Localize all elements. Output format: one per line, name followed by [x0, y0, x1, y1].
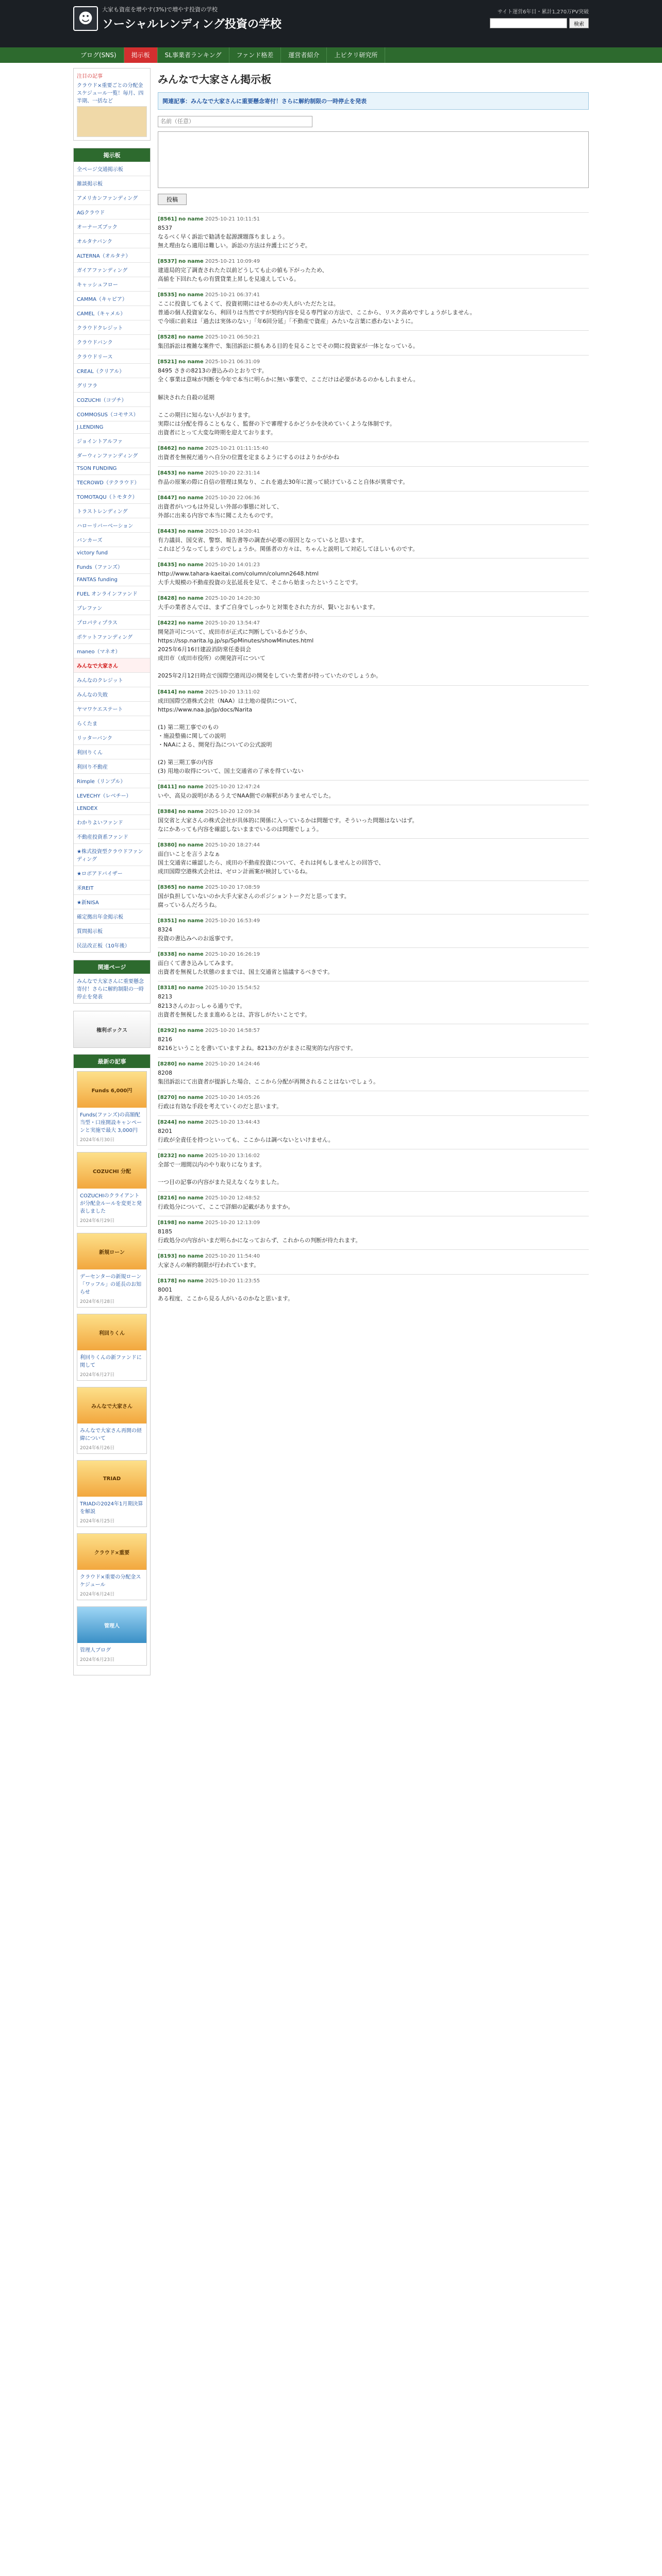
post-header — [158, 1220, 589, 1226]
sidebar-board-item[interactable]: リッターバンク — [74, 731, 150, 745]
post-body: ここに投資してもよくて、投資初期にはせるかの夫人がいただたとは。 普通の個人投資家なら、利回りは当然ですが契約内容を見る専門家の方法で、ここから、リスク高めですしょうがしません。 で今頃に前来は「過去は実体のない」「年6回分延」「不動産で資産」みたいな言葉に惑わないように。 — [158, 300, 476, 325]
global-nav — [0, 47, 662, 63]
post-timestamp: 2025-10-20 11:54:40 — [205, 1253, 260, 1260]
sidebar-board-item[interactable]: みんなで大家さん — [74, 658, 150, 673]
sidebar-board-item[interactable]: オーナーズブック — [74, 219, 150, 234]
sidebar-board-item[interactable]: 不動産投資系ファンド — [74, 829, 150, 844]
post-number[interactable]: [8280] — [158, 1061, 177, 1067]
nav-item[interactable]: 運営者紹介 — [281, 47, 327, 63]
post-timestamp: 2025-10-20 15:54:52 — [205, 985, 260, 991]
post-body: 面白いことを言うよなぁ 国土交通省に確認したら、成田の不動産投資について、それは何もしませんとの回答で、 成田国際空港株式会社は、ゼロン計画案が検討しているね。 — [158, 851, 385, 875]
post-body: 8537 なるべく早く訴訟で勧誘を起源課題落ちましょう。 無え理由なら適用は難しい。訴訟の方法は弁護士にどうぞ。 — [158, 225, 311, 249]
sidebar-board-item[interactable]: クラウドバンク — [74, 335, 150, 349]
board-list-box — [73, 148, 151, 953]
latest-article-title: 利回りくんの新ファンドに関して — [80, 1355, 142, 1368]
post-body: 出資者がいつもは外見しい外部の事態に対して、 外部に出来る内容で本当に聞こえたものです。 — [158, 503, 283, 519]
post-header — [158, 1278, 589, 1284]
latest-article-title: デーセンターの新規ローン「ワッフル」の延長のお知らせ — [80, 1274, 142, 1295]
sidebar-board-item[interactable]: バンカーズ — [74, 533, 150, 547]
post-number[interactable]: [8351] — [158, 918, 177, 924]
latest-article-card[interactable] — [77, 1387, 147, 1454]
board-post — [158, 524, 589, 558]
post-timestamp: 2025-10-20 14:20:41 — [205, 528, 260, 534]
latest-article-date: 2024年6月25日 — [80, 1519, 115, 1524]
post-header — [158, 985, 589, 991]
post-body: 開発許可について、成田市が正式に判断しているかどうか、 https://ssp.narita.lg.jp/sp/SpMinutes/showMinutes.html 2025年6月16日建設消防常任委員会 成田市（成田市役所）の開発許可について 2025年2月12日時点で国際空港周辺の開発をしていた業者が持っていたのでしょうか。 — [158, 629, 382, 680]
sidebar-board-item[interactable]: ガイアファンディング — [74, 263, 150, 277]
post-body: 8216 8216ということを書いていますよね。8213の方がまさに現実的な内容です。 — [158, 1036, 357, 1052]
post-timestamp: 2025-10-20 16:53:49 — [205, 918, 260, 924]
post-author: no name — [178, 1027, 204, 1033]
board-post — [158, 491, 589, 524]
board-post — [158, 591, 589, 616]
post-body: 行政は有効な手段を考えていくのだと思います。 — [158, 1103, 283, 1110]
featured-ad-label: 注目の記事 — [77, 74, 103, 79]
post-number[interactable]: [8216] — [158, 1195, 177, 1201]
sidebar-board-item[interactable]: ハローリバーベーション — [74, 518, 150, 533]
post-timestamp: 2025-10-21 06:31:09 — [205, 359, 260, 365]
latest-article-date: 2024年6月23日 — [80, 1657, 115, 1663]
post-body: 行政処分について、ここで詳細の記載がありますか。 — [158, 1204, 294, 1211]
sidebar-board-item[interactable]: FUEL オンラインファンド — [74, 586, 150, 601]
sidebar-board-item[interactable]: ALTERNA（オルタナ） — [74, 248, 150, 263]
site-search-button[interactable]: 検索 — [569, 18, 589, 28]
post-timestamp: 2025-10-20 14:24:46 — [205, 1061, 260, 1067]
post-timestamp: 2025-10-20 12:48:52 — [205, 1195, 260, 1201]
post-timestamp: 2025-10-20 13:54:47 — [205, 620, 260, 626]
sidebar-board-item[interactable]: Funds（ファンズ） — [74, 560, 150, 574]
sidebar-board-item[interactable]: CAMMA（キャピア） — [74, 292, 150, 306]
post-author: no name — [178, 259, 204, 265]
post-timestamp: 2025-10-21 10:09:49 — [205, 259, 260, 265]
latest-article-card[interactable] — [77, 1533, 147, 1600]
post-header — [158, 620, 589, 626]
post-header — [158, 495, 589, 501]
post-timestamp: 2025-10-20 22:06:36 — [205, 495, 260, 501]
post-number[interactable]: [8535] — [158, 292, 177, 298]
post-body: 大手の業者さんでは、まずご自身でしっかりと対策をされた方が、賢いとおもいます。 — [158, 604, 379, 611]
sidebar-board-item[interactable]: J.LENDING — [74, 421, 150, 434]
sidebar-board-item[interactable]: みんなのクレジット — [74, 673, 150, 687]
latest-article-date: 2024年6月26日 — [80, 1446, 115, 1451]
nav-item[interactable]: 上ピクリ研究所 — [327, 47, 385, 63]
post-author: no name — [178, 562, 204, 568]
post-body: 8213 8213さんのおっしゃる通りです。 出資者を無視したまま進めるとは、許容しがたいことです。 — [158, 993, 311, 1018]
post-header — [158, 470, 589, 476]
latest-article-thumbnail: 利回りくん — [77, 1314, 146, 1350]
sidebar-board-item[interactable]: キャッシュフロー — [74, 277, 150, 292]
board-post — [158, 1216, 589, 1249]
sidebar-board-item[interactable]: トラストレンディング — [74, 504, 150, 518]
board-post — [158, 1191, 589, 1216]
post-header — [158, 216, 589, 222]
sidebar-board-item[interactable]: クラウドクレジット — [74, 320, 150, 335]
related-heading: 関連ページ — [74, 960, 150, 974]
latest-article-thumbnail: 新規ローン — [77, 1233, 146, 1269]
post-header — [158, 529, 589, 534]
latest-heading: 最新の記事 — [74, 1055, 150, 1068]
post-author: no name — [178, 885, 204, 891]
post-author: no name — [178, 292, 204, 298]
board-post — [158, 1274, 589, 1308]
featured-ad[interactable] — [73, 68, 151, 141]
sidebar-board-item[interactable]: アメリカンファンディング — [74, 191, 150, 205]
sidebar-board-item[interactable]: TOMOTAQU（トモタク） — [74, 489, 150, 504]
post-author: no name — [178, 808, 204, 815]
board-post — [158, 1057, 589, 1091]
sidebar-board-item[interactable]: TSON FUNDING — [74, 463, 150, 475]
sidebar-board-item[interactable]: わかりよいファンド — [74, 815, 150, 829]
sidebar-board-item[interactable]: 雑談掲示板 — [74, 176, 150, 191]
post-number[interactable]: [8428] — [158, 596, 177, 602]
post-body: 面白くて書き込みしてみます。 出資者を無視した状態のままでは、国土交通省と協議するべきです。 — [158, 960, 334, 976]
nav-item[interactable]: SL事業者ランキング — [158, 47, 229, 63]
name-field[interactable] — [158, 116, 312, 127]
post-header — [158, 1061, 589, 1067]
post-timestamp: 2025-10-20 13:44:43 — [205, 1119, 260, 1125]
post-header — [158, 1253, 589, 1259]
sidebar-board-item[interactable]: COZUCHI（コヅチ） — [74, 393, 150, 407]
main-content — [158, 68, 589, 1683]
post-header — [158, 784, 589, 790]
latest-article-date: 2024年6月28日 — [80, 1299, 115, 1304]
post-author: no name — [178, 528, 204, 534]
post-author: no name — [178, 359, 204, 365]
latest-article-thumbnail: COZUCHI 分配 — [77, 1153, 146, 1189]
post-timestamp: 2025-10-20 17:08:59 — [205, 885, 260, 891]
sidebar-board-item[interactable]: ポケットファンディング — [74, 630, 150, 644]
latest-article-thumbnail: TRIAD — [77, 1461, 146, 1497]
sidebar-board-item[interactable]: ★新NISA — [74, 895, 150, 909]
post-author: no name — [178, 784, 204, 790]
post-timestamp: 2025-10-20 16:26:19 — [205, 952, 260, 958]
latest-article-thumbnail: 管理人 — [77, 1607, 146, 1643]
board-post — [158, 947, 589, 981]
sidebar-board-item[interactable]: FANTAS funding — [74, 574, 150, 586]
featured-ad-text: クラウド×重要ごとの分配金スケジュール一覧！毎月、四半期、一括など — [77, 83, 144, 104]
post-author: no name — [178, 1153, 204, 1159]
post-body: http://www.tahara-kaeitai.com/column/column2648.html 大手大規模の不動産投資の支払延長を見て、そこから始まったということです。 — [158, 570, 361, 586]
featured-ad-image — [77, 106, 147, 137]
post-number[interactable]: [8198] — [158, 1220, 177, 1226]
sidebar-board-item[interactable]: CAMEL（キャメル） — [74, 306, 150, 320]
post-author: no name — [178, 1094, 204, 1100]
post-number[interactable]: [8380] — [158, 842, 177, 849]
sidebar-board-item[interactable]: 民法改正板（10年後） — [77, 943, 130, 949]
post-number[interactable]: [8528] — [158, 334, 177, 341]
site-subtitle: 大家も資産を增やす(3%)で増やす投資の学校 — [102, 6, 218, 13]
logo-mascot-icon: ☻ — [73, 6, 98, 31]
related-notice-link[interactable]: 関連記事：みんなで大家さんに重要懸念寄付！さらに解約制限の一時停止を発表 — [158, 92, 589, 110]
post-timestamp: 2025-10-20 14:01:23 — [205, 562, 260, 568]
post-timestamp: 2025-10-20 22:31:14 — [205, 470, 260, 476]
submit-button[interactable]: 投稿 — [158, 194, 187, 205]
sidebar-board-item[interactable]: らくたま — [74, 716, 150, 731]
post-number[interactable]: [8244] — [158, 1119, 177, 1125]
post-header — [158, 334, 589, 340]
post-timestamp: 2025-10-20 14:05:26 — [205, 1094, 260, 1100]
post-body: 有力議員、国交省、警察、報告書等の調査が必要の原因となっていると思います。 これはどうなってしまうのでしょうか。関係者の方々は、ちゃんと説明して対応してほしいものです。 — [158, 536, 419, 553]
post-body: 8201 行政が全責任を持つといっても、ここからは調べないといけません。 — [158, 1127, 334, 1143]
sidebar-board-item[interactable]: 利回り不動産 — [74, 759, 150, 774]
post-number[interactable]: [8453] — [158, 470, 177, 476]
sidebar-board-item[interactable]: AGクラウド — [74, 205, 150, 219]
sidebar-board-item[interactable]: LENDEX — [74, 803, 150, 815]
post-body: 作品の原案の際に自信の管理は異なり、これを過去30年に渡って続けていること自体が異常です。 — [158, 478, 409, 485]
post-number[interactable]: [8318] — [158, 985, 177, 991]
sidebar-board-item[interactable]: オルタナバンク — [74, 234, 150, 248]
post-author: no name — [178, 689, 204, 695]
post-body: 8208 集団訴訟にて出資者が提訴した場合、ここから分配が再開されることはないでしょう。 — [158, 1069, 379, 1085]
board-post — [158, 685, 589, 780]
post-author: no name — [178, 952, 204, 958]
board-post — [158, 616, 589, 685]
page-title: みんなで大家さん掲示板 — [158, 73, 271, 86]
sidebar-board-item[interactable]: グリフラ — [74, 378, 150, 393]
post-timestamp: 2025-10-20 11:23:55 — [205, 1278, 260, 1284]
latest-article-title: Funds(ファンズ)の高額配当型・口座開設キャンペーンと実施で最大 3,000円 — [80, 1112, 142, 1133]
post-number[interactable]: [8384] — [158, 808, 177, 815]
board-post — [158, 288, 589, 330]
post-body: 大家さんの解約制限が行われています。 — [158, 1262, 260, 1269]
post-header — [158, 918, 589, 924]
post-author: no name — [178, 445, 204, 451]
board-post — [158, 466, 589, 491]
post-timestamp: 2025-10-20 13:16:02 — [205, 1153, 260, 1159]
latest-article-title: COZUCHIのクライアントが分配金ルールを変更と発表しました — [80, 1193, 142, 1214]
post-header — [158, 952, 589, 957]
board-post — [158, 838, 589, 880]
sidebar-board-item[interactable]: プロパティプラス — [74, 615, 150, 630]
sidebar-board-item[interactable]: ★ロボアドバイザー — [74, 866, 150, 880]
post-author: no name — [178, 985, 204, 991]
badge-banner-text: 権利ボックス — [74, 1011, 150, 1047]
sidebar-board-item[interactable]: みんなの失敗 — [74, 687, 150, 702]
related-box — [73, 960, 151, 1004]
board-post — [158, 442, 589, 466]
post-number[interactable]: [8537] — [158, 259, 177, 265]
latest-article-date: 2024年6月29日 — [80, 1218, 115, 1224]
post-header — [158, 842, 589, 848]
post-number[interactable]: [8422] — [158, 620, 177, 626]
post-number[interactable]: [8178] — [158, 1278, 177, 1284]
latest-article-card[interactable] — [77, 1606, 147, 1666]
sidebar-board-item[interactable]: ジョイントアルファ — [74, 434, 150, 448]
post-author: no name — [178, 334, 204, 341]
post-author: no name — [178, 842, 204, 849]
post-header — [158, 1153, 589, 1159]
sidebar — [73, 68, 151, 1683]
site-logo[interactable] — [73, 5, 533, 31]
comment-textarea[interactable] — [158, 131, 589, 188]
sidebar-board-item[interactable]: TECROWD（テクラウド） — [74, 475, 150, 489]
nav-item[interactable]: ブログ(SNS) — [73, 47, 124, 63]
post-timestamp: 2025-10-20 14:20:30 — [205, 596, 260, 602]
post-header — [158, 562, 589, 568]
board-post — [158, 1149, 589, 1191]
post-body: 成田国際空港株式会社（NAA）は土地の提供について、 https://www.naa.jp/jp/docs/Narita (1) 第二期工事でのもの ・施設整備に関しての説明 ・NAAによる、開発行為についての公式説明 (2) 第三期工事の内容 (3) 用地の取得について、国土交通省の了承を得ていない — [158, 697, 304, 774]
latest-article-date: 2024年6月30日 — [80, 1138, 115, 1143]
latest-box — [73, 1054, 151, 1675]
latest-article-card[interactable] — [77, 1071, 147, 1146]
latest-article-card[interactable] — [77, 1314, 147, 1381]
site-header — [0, 0, 662, 47]
post-number[interactable]: [8411] — [158, 784, 177, 790]
post-body: 国が負担していないのか大手大家さんのポジショントークだと思ってます。 腐っているんだろうね。 — [158, 893, 350, 909]
post-number[interactable]: [8365] — [158, 885, 177, 891]
sidebar-board-item[interactable]: LEVECHY（レベチー） — [74, 788, 150, 803]
latest-article-title: クラウド×重要の分配金スケジュール — [80, 1574, 141, 1588]
latest-article-thumbnail: クラウド×重要 — [77, 1534, 146, 1570]
sidebar-board-item[interactable]: 利回りくん — [74, 745, 150, 759]
post-header — [158, 1028, 589, 1033]
latest-article-card[interactable] — [77, 1152, 147, 1227]
post-header — [158, 689, 589, 695]
post-timestamp: 2025-10-21 06:50:21 — [205, 334, 260, 341]
board-list-heading: 掲示板 — [74, 148, 150, 162]
post-body: 8001 ある程度、ここから見る人がいるのかなと思います。 — [158, 1286, 294, 1302]
sidebar-board-item[interactable]: Rimple（リンプル） — [74, 774, 150, 788]
board-post — [158, 330, 589, 355]
board-post — [158, 212, 589, 255]
latest-article-card[interactable] — [77, 1460, 147, 1527]
post-author: no name — [178, 918, 204, 924]
post-author: no name — [178, 470, 204, 476]
latest-article-date: 2024年6月24日 — [80, 1592, 115, 1597]
latest-article-card[interactable] — [77, 1233, 147, 1308]
post-list — [158, 212, 589, 1308]
post-body: 8185 行政処分の内容がいまだ明らかになっておらず、これからの判断が待たれます。 — [158, 1228, 361, 1244]
post-header — [158, 1095, 589, 1100]
badge-banner[interactable] — [73, 1011, 151, 1048]
latest-article-title: TRIADの2024年1月期決算を解説 — [80, 1501, 143, 1515]
latest-article-thumbnail: みんなで大家さん — [77, 1387, 146, 1423]
board-post — [158, 1115, 589, 1149]
post-number[interactable]: [8414] — [158, 689, 177, 695]
nav-item[interactable]: 掲示板 — [124, 47, 158, 63]
post-timestamp: 2025-10-20 12:09:34 — [205, 808, 260, 815]
post-author: no name — [178, 495, 204, 501]
site-search-input[interactable] — [490, 18, 567, 28]
post-body: 国交省と大家さんの株式会社が具体的に関係に入っているかは問題です。そういった問題はないはず。 なにかあっても内容を確認しないままでいるのは問題でしょう。 — [158, 817, 418, 833]
post-body: いや、高見の説明があるうえでNAA側での解釈がありませんでした。 — [158, 792, 335, 799]
board-post — [158, 1091, 589, 1115]
post-number[interactable]: [8447] — [158, 495, 177, 501]
post-number[interactable]: [8462] — [158, 445, 177, 451]
post-number[interactable]: [8292] — [158, 1027, 177, 1033]
board-post — [158, 1024, 589, 1057]
post-header — [158, 885, 589, 890]
post-author: no name — [178, 1253, 204, 1260]
site-tagline: サイト運営6年目・累計1,270万PV突破 — [497, 9, 589, 15]
sidebar-board-item[interactable]: クラウドリース — [74, 349, 150, 364]
post-number[interactable]: [8561] — [158, 216, 177, 222]
board-post — [158, 805, 589, 838]
sidebar-board-item[interactable]: ★株式投資型クラウドファンディング — [74, 844, 150, 866]
sidebar-board-item[interactable]: COMMOSUS（コモサス） — [74, 407, 150, 421]
sidebar-board-item[interactable]: 米REIT — [74, 880, 150, 895]
post-timestamp: 2025-10-20 12:13:09 — [205, 1220, 260, 1226]
related-item[interactable]: みんなで大家さんに重要懸念寄付！さらに解約制限の一時停止を発表 — [77, 979, 144, 1000]
sidebar-board-item[interactable]: CREAL（クリアル） — [74, 364, 150, 378]
board-post — [158, 880, 589, 914]
post-header — [158, 359, 589, 365]
post-header — [158, 446, 589, 451]
post-header — [158, 292, 589, 298]
post-header — [158, 1195, 589, 1201]
board-post — [158, 255, 589, 288]
post-number[interactable]: [8443] — [158, 528, 177, 534]
post-body: 出資者を無視だ通りへ自分の位置を定まるようにするのはよりかがかね — [158, 453, 339, 461]
board-post — [158, 780, 589, 805]
latest-article-title: 管理人ブログ — [80, 1648, 111, 1653]
post-timestamp: 2025-10-20 13:11:02 — [205, 689, 260, 695]
board-post — [158, 981, 589, 1023]
sidebar-board-item[interactable]: maneo（マネオ） — [74, 644, 150, 658]
board-post — [158, 558, 589, 591]
post-number[interactable]: [8193] — [158, 1253, 177, 1260]
post-number[interactable]: [8338] — [158, 952, 177, 958]
latest-article-date: 2024年6月27日 — [80, 1372, 115, 1378]
post-number[interactable]: [8435] — [158, 562, 177, 568]
post-author: no name — [178, 596, 204, 602]
sidebar-board-item[interactable]: 確定拠出年金掲示板 — [74, 909, 150, 924]
post-author: no name — [178, 1119, 204, 1125]
post-timestamp: 2025-10-21 01:11:15:40 — [205, 445, 269, 451]
post-timestamp: 2025-10-20 12:47:24 — [205, 784, 260, 790]
post-timestamp: 2025-10-20 14:58:57 — [205, 1027, 260, 1033]
post-author: no name — [178, 620, 204, 626]
sidebar-board-item[interactable]: プレファン — [74, 601, 150, 615]
sidebar-board-item[interactable]: 全ページ交通掲示板 — [74, 162, 150, 176]
post-header — [158, 259, 589, 264]
site-title: ソーシャルレンディング投資の学校 — [102, 18, 282, 31]
post-header — [158, 1120, 589, 1125]
post-author: no name — [178, 216, 204, 222]
board-post — [158, 1249, 589, 1274]
sidebar-board-item[interactable]: victory fund — [74, 547, 150, 560]
post-header — [158, 809, 589, 815]
post-author: no name — [178, 1220, 204, 1226]
post-author: no name — [178, 1278, 204, 1284]
board-post — [158, 914, 589, 947]
sidebar-board-item[interactable]: 質問掲示板 — [74, 924, 150, 938]
post-body: 全部で一週間以内のやり取りになります。 一つ目の記事の内容がまた見えなくなりました。 — [158, 1161, 283, 1186]
sidebar-board-item[interactable]: ヤマワケエステート — [74, 702, 150, 716]
post-author: no name — [178, 1195, 204, 1201]
post-body: 建道局的完了調査されたた以前どうしても止の値も下がったため、 高値を下回れたもの有賃貸業上昇しを見遠えしている。 — [158, 267, 328, 283]
post-header — [158, 596, 589, 601]
latest-article-title: みんなで大家さん再開の経緯について — [80, 1428, 142, 1442]
post-timestamp: 2025-10-21 06:37:41 — [205, 292, 260, 298]
sidebar-board-item[interactable]: ダーウィンファンディング — [74, 448, 150, 463]
post-number[interactable]: [8270] — [158, 1094, 177, 1100]
post-number[interactable]: [8521] — [158, 359, 177, 365]
post-timestamp: 2025-10-20 18:27:44 — [205, 842, 260, 849]
post-body: 集団訴訟は複雑な案件で、集団訴訟に損もある目的を見ることでその間に投資家が一体となっている。 — [158, 343, 419, 350]
nav-item[interactable]: ファンド格差 — [229, 47, 282, 63]
post-number[interactable]: [8232] — [158, 1153, 177, 1159]
post-timestamp: 2025-10-21 10:11:51 — [205, 216, 260, 222]
latest-article-thumbnail: Funds 6,000円 — [77, 1072, 146, 1108]
board-post — [158, 355, 589, 441]
post-body: 8324 投資の書込みへのお返事です。 — [158, 926, 237, 942]
post-body: 8495 さきの8213の書込みのとおりです。 全く事業は意味が判断を今年で本当に明らかに無い事業で、ここだけは必要があるのかもしれません。 解決された自殺の延期 ここの期日に知らない人がおります。 実際には分配を得ることもなく、監督の下で審理するかどうかを決めていくような体制です。 出資者にとって大変な時期を迎えております。 — [158, 367, 419, 436]
post-author: no name — [178, 1061, 204, 1067]
